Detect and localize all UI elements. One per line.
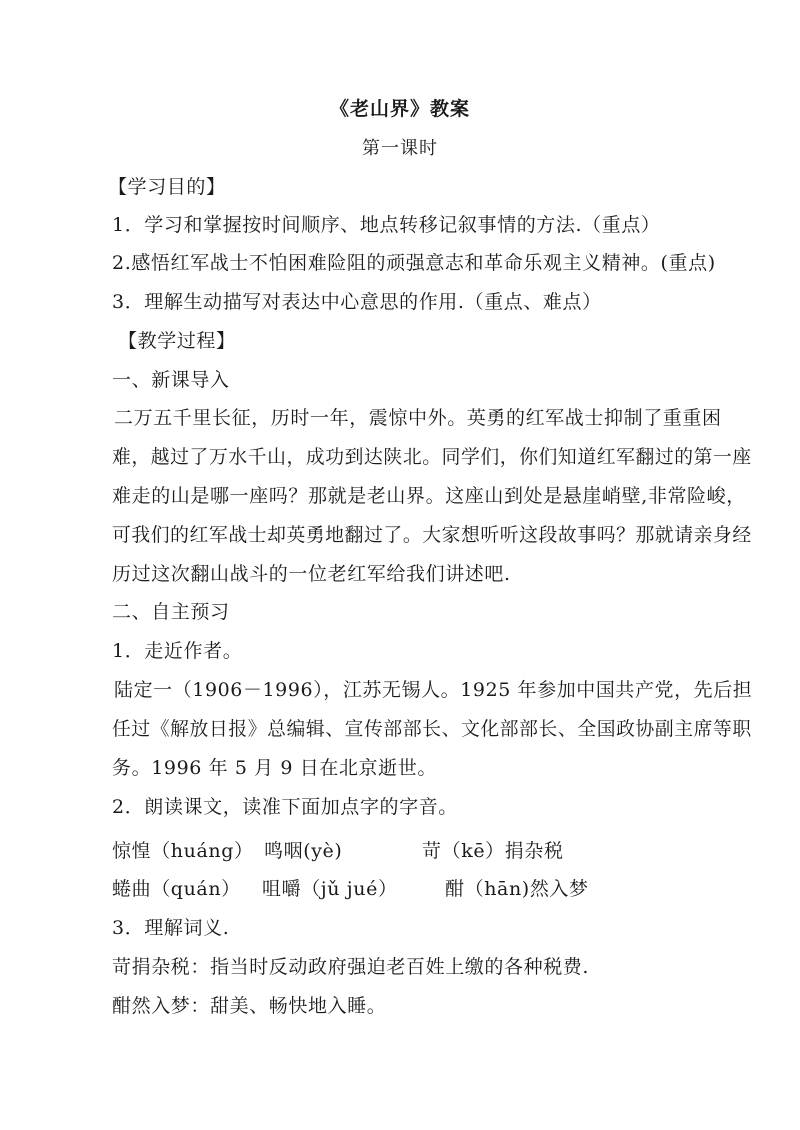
document-title: 《老山界》教案: [329, 98, 470, 120]
intro-paragraph-line: 难走的山是哪一座吗？那就是老山界。这座山到处是悬崖峭壁,非常险峻，: [112, 485, 746, 507]
intro-paragraph-line: 可我们的红军战士却英勇地翻过了。大家想听听这段故事吗？那就请亲身经: [112, 524, 752, 546]
section-heading-preview: 二、自主预习: [112, 601, 230, 623]
definition-line: 苛捐杂税：指当时反动政府强迫老百姓上缴的各种税费.: [112, 956, 590, 978]
preview-item-heading: 2．朗读课文，读准下面加点字的字音。: [112, 796, 458, 818]
document-subtitle: 第一课时: [362, 138, 438, 159]
author-paragraph-line: 任过《解放日报》总编辑、宣传部部长、文化部部长、全国政协副主席等职: [112, 718, 752, 740]
author-paragraph-line: 务。1996 年 5 月 9 日在北京逝世。: [112, 757, 437, 779]
process-heading: 【教学过程】: [118, 330, 236, 352]
vocab-entry: 鸣咽(yè): [264, 840, 343, 862]
objectives-heading: 【学习目的】: [108, 176, 226, 198]
intro-paragraph-line: 二万五千里长征，历时一年，震惊中外。英勇的红军战士抑制了重重困: [114, 407, 722, 429]
objective-item: 2.感悟红军战士不怕困难险阻的顽强意志和革命乐观主义精神。(重点): [112, 252, 716, 274]
vocab-entry: 惊惶（huáng）: [112, 840, 254, 862]
preview-item-heading: 3．理解词义.: [112, 917, 230, 939]
section-heading-intro: 一、新课导入: [112, 369, 230, 391]
intro-paragraph-line: 历过这次翻山战斗的一位老红军给我们讲述吧.: [112, 563, 511, 585]
preview-item-heading: 1．走近作者。: [112, 640, 243, 662]
intro-paragraph-line: 难，越过了万水千山，成功到达陕北。同学们，你们知道红军翻过的第一座: [112, 446, 752, 468]
vocab-entry: 酣（hān)然入梦: [445, 878, 589, 900]
objective-item: 1．学习和掌握按时间顺序、地点转移记叙事情的方法.（重点）: [112, 214, 661, 236]
vocab-entry: 蜷曲（quán）: [112, 878, 241, 900]
author-paragraph-line: 陆定一（1906－1996），江苏无锡人。1925 年参加中国共产党，先后担: [114, 679, 753, 701]
objective-item: 3．理解生动描写对表达中心意思的作用.（重点、难点）: [112, 291, 602, 313]
vocab-entry: 苛（kē）捐杂税: [422, 840, 564, 862]
vocab-entry: 咀嚼（jǔ jué）: [262, 878, 398, 900]
definition-line: 酣然入梦：甜美、畅快地入睡。: [112, 995, 387, 1017]
